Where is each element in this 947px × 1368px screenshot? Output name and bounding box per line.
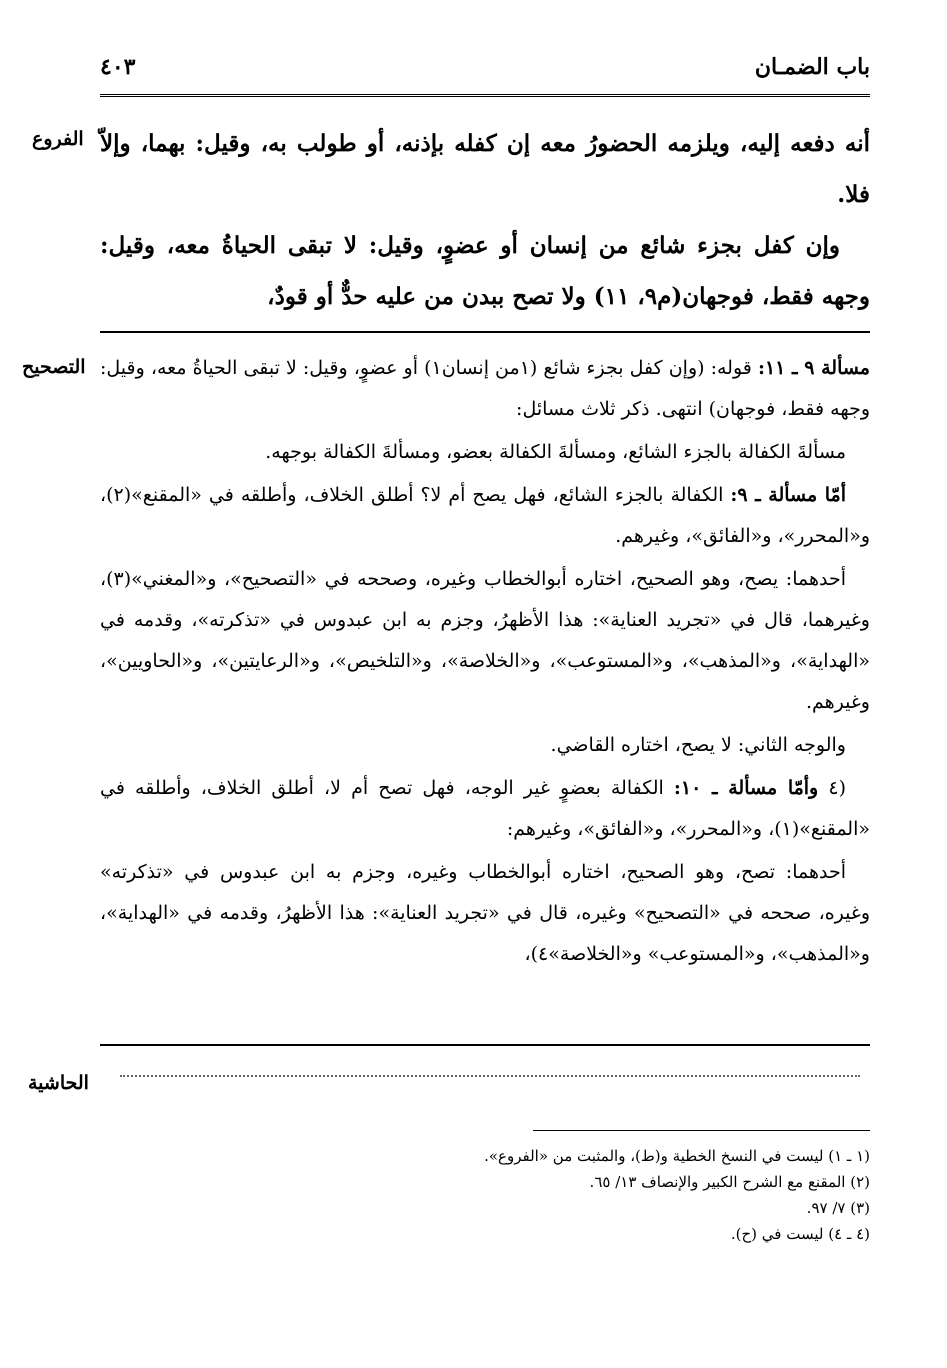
side-label-hashiya: الحاشية: [28, 1072, 89, 1094]
issue-heading: أمّا مسألة ـ ٩:: [730, 484, 846, 506]
commentary-paragraph: أحدهما: تصح، وهو الصحيح، اختاره أبوالخطاب وغيره، وجزم به ابن عبدوس في «تذكرته» وغيره، صححه في «التصحيح» وغيره، قال في «تجريد العناية»: هذا الأظهرُ، وقدمه في «الهداية»، و«المذهب»، و«المستوعب» و«الخلاصة»٤)،: [100, 861, 870, 965]
page-number: ٤٠٣: [100, 54, 136, 80]
furu-main-text: [100, 118, 870, 322]
commentary-paragraph: أحدهما: يصح، وهو الصحيح، اختاره أبوالخطاب وغيره، وصححه في «التصحيح»، و«المغني»(٣)، وغيرهما، قال في «تجريد العناية»: هذا الأظهرُ، وجزم به ابن عبدوس في «تذكرته»، وقدمه في «الهداية»، و«المذهب»، و«المستوعب»، و«الخلاصة»، و«التلخيص»، و«الرعايتين»، و«الحاويين»، وغيرهم.: [100, 568, 870, 713]
furu-paragraph: وإن كفل بجزء شائع من إنسان أو عضوٍ، وقيل: لا تبقى الحياةُ معه، وقيل: وجهه فقط، فوجهان(م٩، ١١) ولا تصح ببدن من عليه حدٌّ أو قودٌ،: [100, 232, 870, 310]
commentary-paragraph: مسألة ٩ ـ ١١: قوله: (وإن كفل بجزء شائع (١من إنسان١) أو عضوٍ، وقيل: لا تبقى الحياةُ معه، وقيل: وجهه فقط، فوجهان) انتهى. ذكر ثلاث مسائل:: [100, 357, 870, 420]
footnote: (٤ ـ ٤) ليست في (ح).: [730, 1225, 870, 1243]
footnote-rule: [533, 1130, 870, 1131]
commentary-paragraph: مسألةَ الكفالة بالجزء الشائع، ومسألةَ الكفالة بعضو، ومسألةَ الكفالة بوجهه.: [265, 441, 846, 463]
furu-paragraph: أنه دفعه إليه، ويلزمه الحضورُ معه إن كفله بإذنه، أو طولب به، وقيل: بهما، وإلاّ فلا.: [100, 130, 870, 208]
hashiya-dotted-line: [120, 1075, 860, 1077]
footnote: (١ ـ ١) ليست في النسخ الخطية و(ط)، والمثبت من «الفروع».: [484, 1147, 870, 1165]
issue-heading: مسألة ٩ ـ ١١:: [757, 357, 870, 379]
side-label-tashih: التصحيح: [22, 356, 86, 378]
section-divider: [100, 1044, 870, 1046]
commentary-paragraph: أمّا مسألة ـ ٩: الكفالة بالجزء الشائع، فهل يصح أم لا؟ أطلق الخلاف، وأطلقه في «المقنع»(٢)، و«المحرر»، و«الفائق»، وغيرهم.: [100, 484, 870, 547]
header-rule: [100, 94, 870, 99]
section-divider: [100, 331, 870, 333]
tashih-commentary: [100, 348, 870, 977]
commentary-paragraph: والوجه الثاني: لا يصح، اختاره القاضي.: [550, 734, 846, 756]
commentary-paragraph: (٤ وأمّا مسألة ـ ١٠: الكفالة بعضوٍ غير الوجه، فهل تصح أم لا، أطلق الخلاف، وأطلقه في «المقنع»(١)، و«المحرر»، و«الفائق»، وغيرهم:: [100, 777, 870, 840]
footnotes: [100, 1143, 870, 1247]
footnote: (٢) المقنع مع الشرح الكبير والإنصاف ١٣/ ٦٥.: [589, 1173, 870, 1191]
side-label-furu: الفروع: [32, 128, 84, 150]
running-header: [100, 48, 870, 96]
chapter-title: باب الضمـان: [754, 54, 870, 80]
issue-heading: وأمّا مسألة ـ ١٠:: [673, 777, 819, 799]
footnote: (٣) ٧/ ٩٧.: [806, 1199, 870, 1217]
